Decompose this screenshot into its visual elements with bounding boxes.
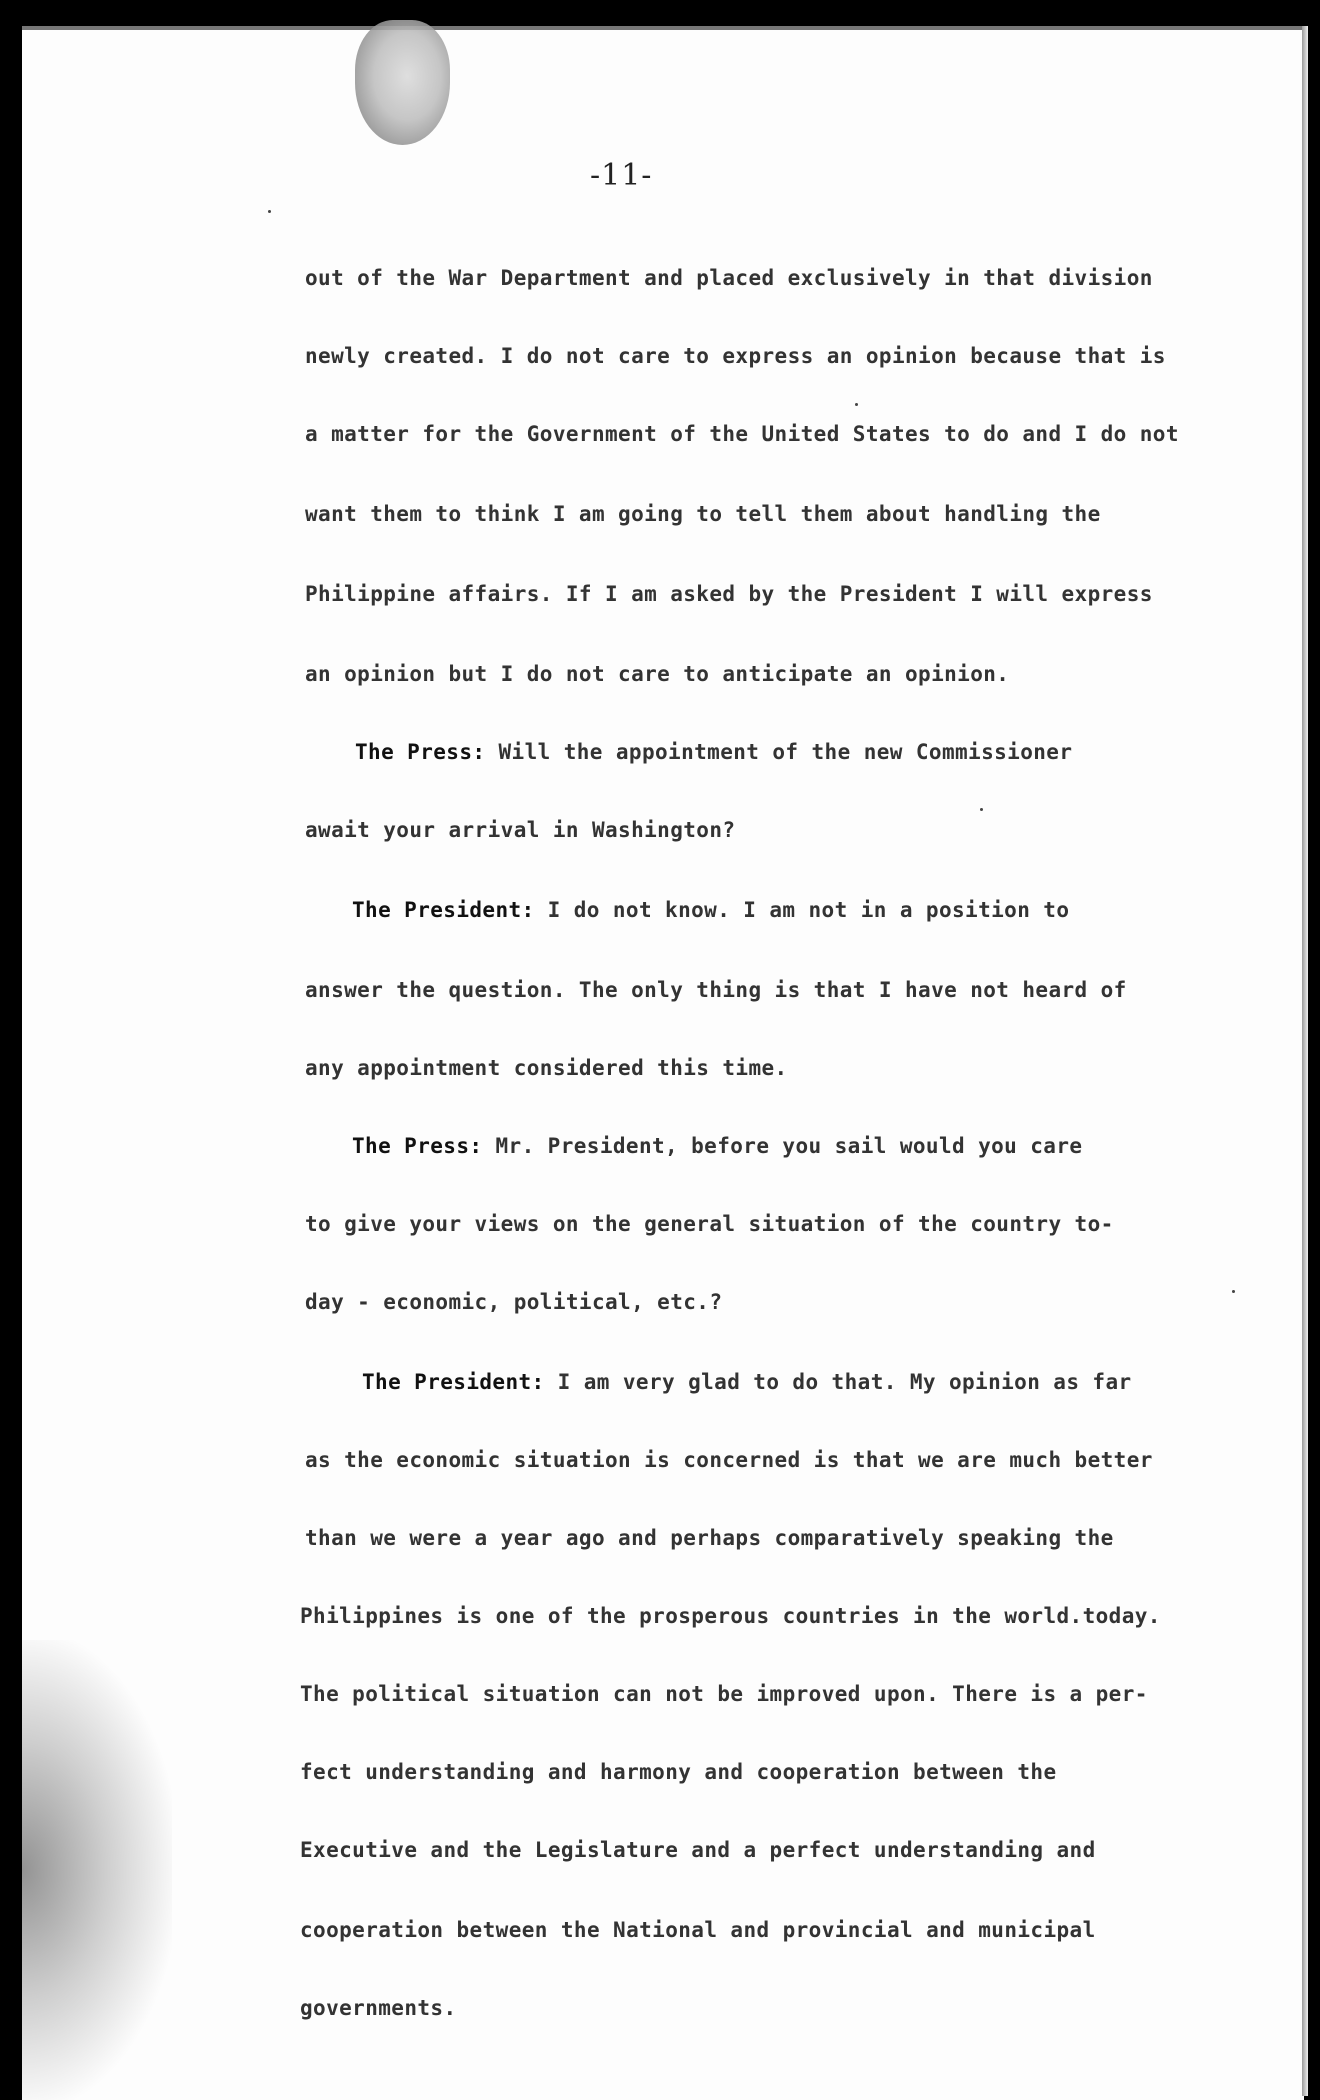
speaker-press: The Press: [355, 740, 486, 764]
text-line: answer the question. The only thing is that I have not heard of [305, 978, 1127, 1002]
thumbprint-smudge [355, 20, 450, 145]
speech-text: I am very glad to do that. My opinion as far [557, 1370, 1132, 1394]
text-line: an opinion but I do not care to anticipate an opinion. [305, 662, 1010, 686]
edge-shadow [22, 1640, 172, 2100]
text-line: Philippine affairs. If I am asked by the President I will express [305, 582, 1153, 606]
text-line: await your arrival in Washington? [305, 818, 736, 842]
text-line: to give your views on the general situation of the country to- [305, 1212, 1114, 1236]
text-line: any appointment considered this time. [305, 1056, 788, 1080]
dialogue-line [362, 1370, 1132, 1394]
text-line: Executive and the Legislature and a perfect understanding and [300, 1838, 1096, 1862]
speck [268, 210, 271, 213]
dialogue-line [352, 1134, 1082, 1158]
text-line: governments. [300, 1996, 457, 2020]
speech-text: I do not know. I am not in a position to [547, 898, 1070, 922]
text-line: than we were a year ago and perhaps comparatively speaking the [305, 1526, 1114, 1550]
speaker-press: The Press: [352, 1134, 483, 1158]
speaker-president: The President: [362, 1370, 545, 1394]
speck [1232, 1290, 1235, 1293]
dialogue-line [352, 898, 1069, 922]
text-line: a matter for the Government of the United States to do and I do not [305, 422, 1179, 446]
text-line: cooperation between the National and provincial and municipal [300, 1918, 1096, 1942]
text-line: Philippines is one of the prosperous countries in the world.today. [300, 1604, 1161, 1628]
dialogue-line [355, 740, 1072, 764]
speech-text: Will the appointment of the new Commissioner [498, 740, 1073, 764]
speech-text: Mr. President, before you sail would you care [495, 1134, 1083, 1158]
speck [855, 403, 858, 406]
page-edge [1302, 26, 1308, 2096]
text-line: out of the War Department and placed exclusively in that division [305, 266, 1153, 290]
text-line: newly created. I do not care to express an opinion because that is [305, 344, 1166, 368]
text-line: as the economic situation is concerned is that we are much better [305, 1448, 1153, 1472]
speaker-president: The President: [352, 898, 535, 922]
text-line: day - economic, political, etc.? [305, 1290, 723, 1314]
speck [980, 808, 983, 811]
text-line: The political situation can not be improved upon. There is a per- [300, 1682, 1148, 1706]
page-number: -11- [590, 158, 653, 193]
text-line: want them to think I am going to tell them about handling the [305, 502, 1101, 526]
text-line: fect understanding and harmony and cooperation between the [300, 1760, 1057, 1784]
